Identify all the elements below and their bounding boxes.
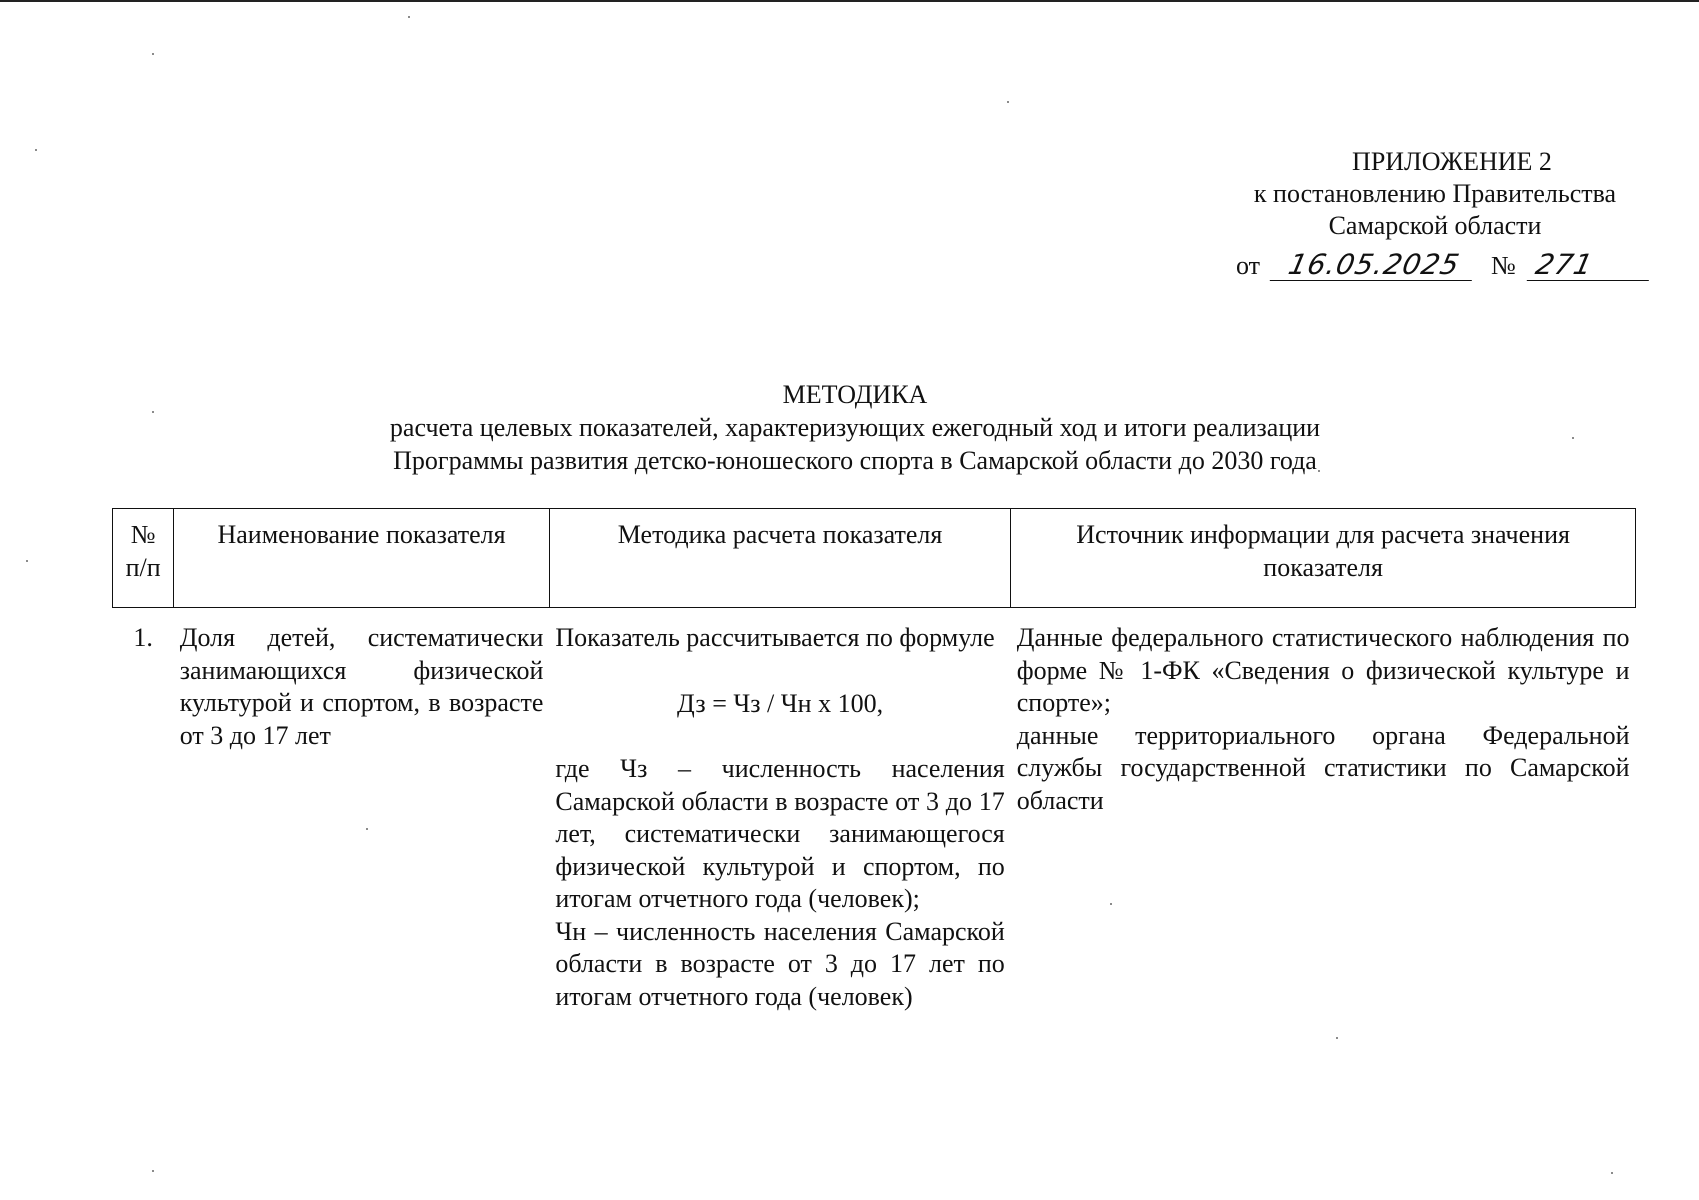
header-indicator-name: Наименование показателя (174, 509, 550, 608)
scan-speck (1336, 1037, 1338, 1039)
calculation-method-cell (549, 608, 1010, 1014)
document-title: МЕТОДИКА (782, 380, 928, 409)
document-subtitle-line-1: расчета целевых показателей, характеризующих ежегодный ход и итоги реализации (389, 413, 1321, 442)
document-heading (0, 378, 1699, 477)
scan-speck (26, 560, 28, 562)
date-prefix: от (1236, 251, 1261, 280)
method-intro: Показатель рассчитывается по формуле (555, 623, 995, 652)
table-row (113, 608, 1636, 1014)
source-paragraph-1: Данные федерального статистического наблюдения по форме № 1-ФК «Сведения о физической культуре и спорте»; (1016, 623, 1630, 717)
source-paragraph-2: данные территориального органа Федеральной службы государственной статистики по Самарской области (1016, 720, 1630, 815)
appendix-region-line: Самарской области (1328, 211, 1542, 240)
method-formula: Дз = Чз / Чн х 100, (677, 688, 884, 718)
indicator-name-cell: Доля детей, систематически занимающихся физической культурой и спортом, в возрасте от 3 до 17 лет (179, 623, 544, 750)
resolution-date-number (1236, 250, 1636, 290)
indicators-table (112, 508, 1636, 1013)
scan-speck (152, 1170, 154, 1172)
scan-speck (35, 149, 37, 151)
header-calculation-method: Методика расчета показателя (549, 509, 1010, 608)
number-sign: № (1491, 251, 1516, 280)
table-header-row (113, 509, 1636, 608)
appendix-block (1225, 146, 1645, 242)
document-subtitle-line-2: Программы развития детско-юношеского спорта в Самарской области до 2030 года (393, 446, 1317, 475)
header-information-source: Источник информации для расчета значения показателя (1011, 509, 1636, 608)
scan-speck (1611, 1172, 1613, 1174)
appendix-title: ПРИЛОЖЕНИЕ 2 (1352, 147, 1552, 176)
scan-top-edge-line (0, 0, 1699, 2)
handwritten-number: 271 (1527, 250, 1656, 281)
scan-speck (1007, 101, 1009, 103)
information-source-cell (1011, 608, 1636, 1014)
method-definition-1: где Чз – численность населения Самарской области в возрасте от 3 до 17 лет, систематически занимающегося физической культурой и спортом, по итогам отчетного года (человек); (555, 754, 1005, 913)
header-num: № п/п (113, 509, 174, 608)
scan-speck (152, 53, 154, 55)
appendix-resolution-line: к постановлению Правительства (1253, 179, 1617, 208)
handwritten-date: 16.05.2025 (1269, 250, 1478, 281)
method-definition-2: Чн – численность населения Самарской области в возрасте от 3 до 17 лет по итогам отчетного года (человек) (555, 916, 1005, 1011)
scan-speck (408, 16, 410, 18)
row-number: 1. (133, 623, 153, 652)
